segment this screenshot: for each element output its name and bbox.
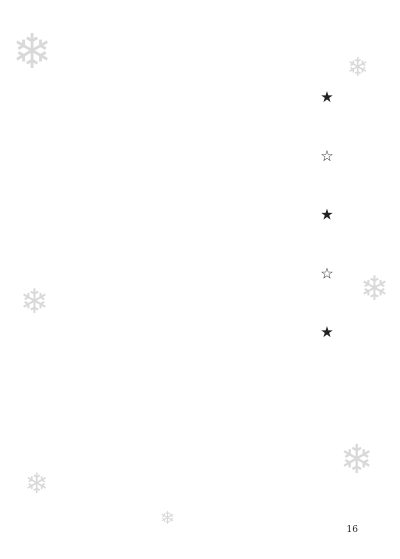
page-number: 16	[346, 525, 358, 535]
snowflake-icon: ❄	[340, 437, 374, 483]
snowflake-icon: ❄	[12, 24, 53, 80]
snowflake-icon: ❄	[20, 282, 49, 322]
body-text-upper	[54, 40, 302, 288]
stars-divider: ★ ☆ ★ ☆ ★	[318, 88, 336, 360]
snowflake-icon: ❄	[347, 53, 369, 83]
body-text-lower	[42, 297, 342, 505]
snowflake-icon: ❄	[360, 269, 389, 309]
snowflake-icon: ❄	[25, 467, 49, 500]
snowflake-icon: ❄	[160, 508, 176, 529]
